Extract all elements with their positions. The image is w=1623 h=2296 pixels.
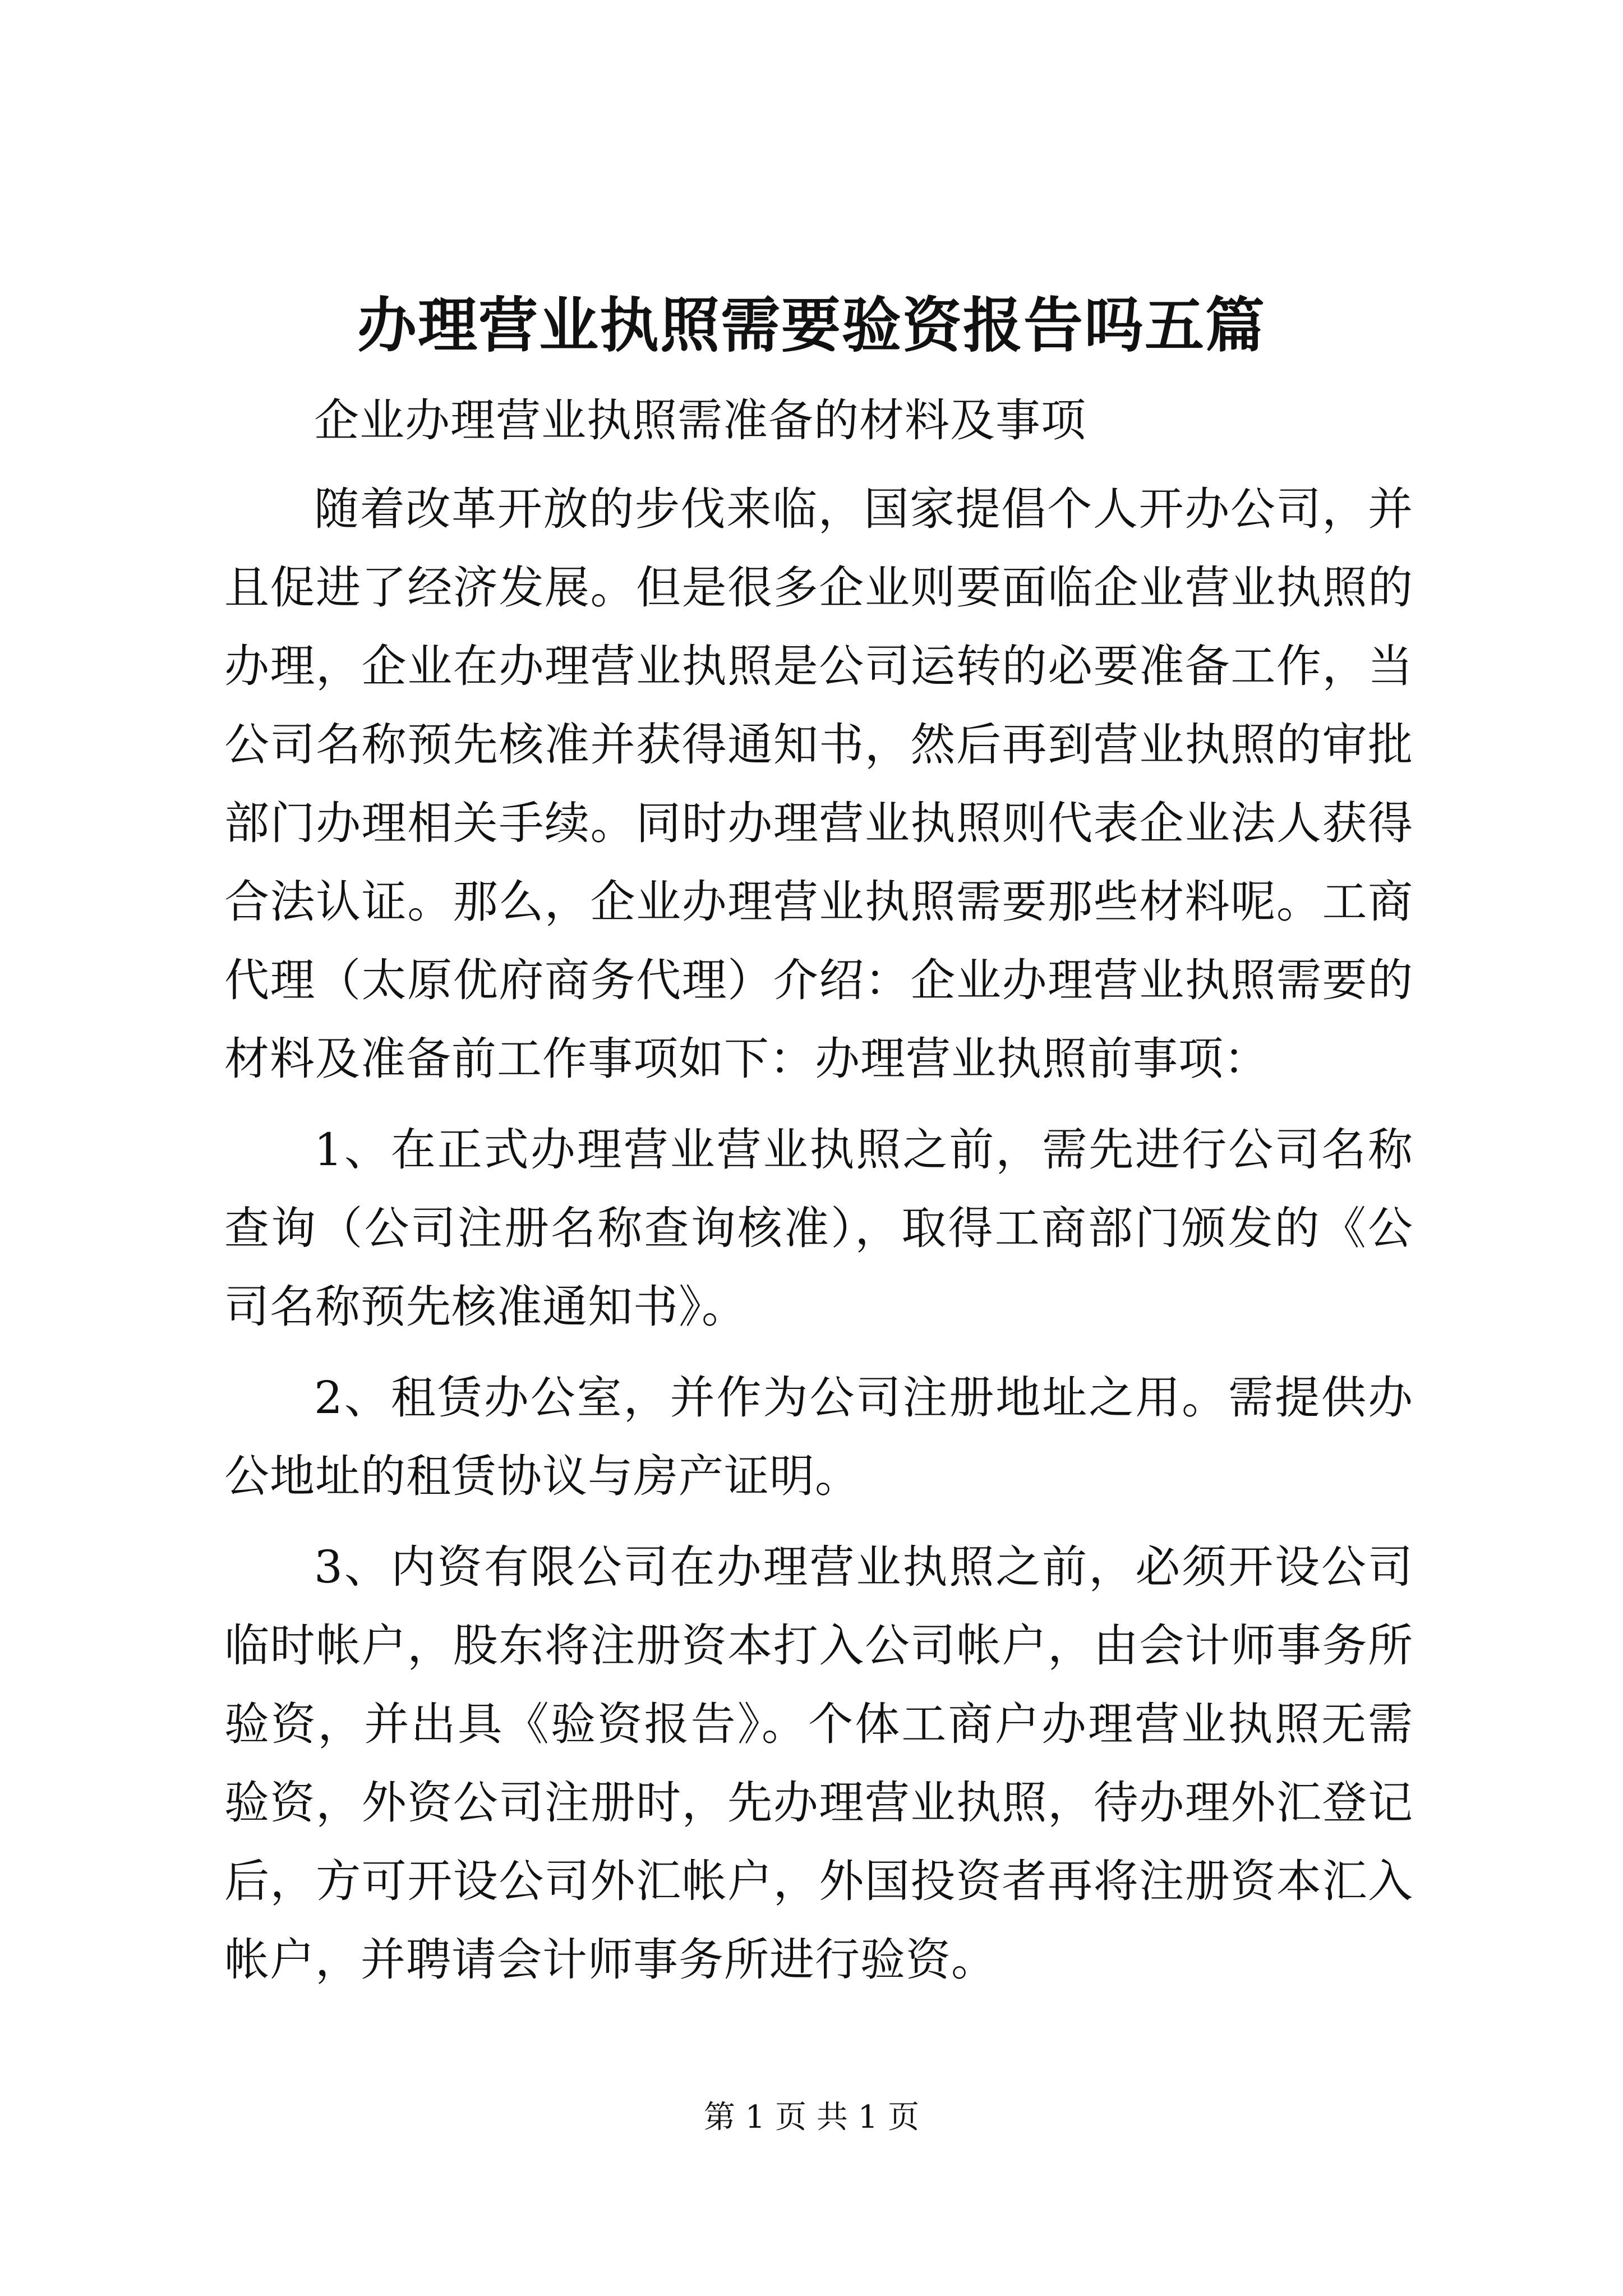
document-body	[224, 381, 1413, 1999]
paragraph-item-1: 1、在正式办理营业营业执照之前，需先进行公司名称查询（公司注册名称查询核准），取得工商部门颁发的《公司名称预先核准通知书》。	[224, 1124, 1413, 1333]
document-subtitle: 企业办理营业执照需准备的材料及事项	[314, 394, 1086, 447]
page-footer: 第 1 页 共 1 页	[703, 2099, 920, 2136]
document-title: 办理营业执照需要验资报告吗五篇	[357, 290, 1266, 360]
paragraph-item-2: 2、租赁办公室，并作为公司注册地址之用。需提供办公地址的租赁协议与房产证明。	[224, 1372, 1413, 1502]
paragraph-intro: 随着改革开放的步伐来临，国家提倡个人开办公司，并且促进了经济发展。但是很多企业则要面临企业营业执照的办理，企业在办理营业执照是公司运转的必要准备工作，当公司名称预先核准并获得通知书，然后再到营业执照的审批部门办理相关手续。同时办理营业执照则代表企业法人获得合法认证。那么，企业办理营业执照需要那些材料呢。工商代理（太原优府商务代理）介绍：企业办理营业执照需要的材料及准备前工作事项如下：办理营业执照前事项：	[224, 483, 1413, 1085]
paragraph-item-3: 3、内资有限公司在办理营业执照之前，必须开设公司临时帐户，股东将注册资本打入公司帐户，由会计师事务所验资，并出具《验资报告》。个体工商户办理营业执照无需验资，外资公司注册时，先办理营业执照，待办理外汇登记后，方可开设公司外汇帐户，外国投资者再将注册资本汇入帐户，并聘请会计师事务所进行验资。	[224, 1541, 1413, 1986]
